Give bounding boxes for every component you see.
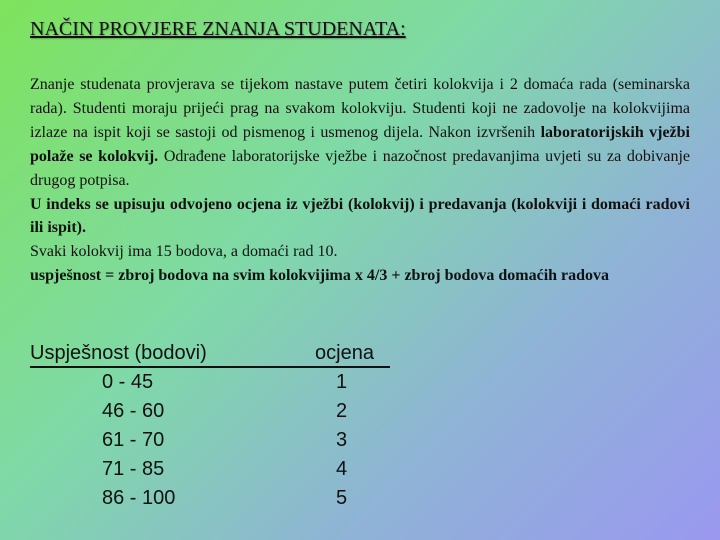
table-row bbox=[30, 397, 390, 426]
points-range: 46 - 60 bbox=[102, 400, 165, 422]
grade-table-header bbox=[30, 340, 390, 368]
points-range: 86 - 100 bbox=[102, 487, 176, 509]
text-segment: Odrađene laboratorijske vježbe i nazočnost predavanjima uvjeti su za dobivanje drugog potpisa. bbox=[30, 147, 691, 189]
grade-value: 5 bbox=[336, 487, 348, 509]
header-points: Uspješnost (bodovi) bbox=[30, 342, 207, 364]
paragraph-assessment bbox=[30, 73, 690, 193]
table-row bbox=[30, 484, 390, 513]
text-segment: Znanje studenata provjerava se tijekom nastave putem četiri kolokvija i 2 domaća rada (seminarska rada). Studenti moraju prijeći prag na svakom kolokviju. Studenti koji ne zadovolje na kolokvijima izlaze na ispit koji se sastoji od pismenog i usmenog dijela. Nakon izvršenih bbox=[30, 76, 690, 141]
points-range: 71 - 85 bbox=[102, 458, 165, 480]
grade-table bbox=[30, 340, 390, 513]
points-range: 0 - 45 bbox=[102, 371, 154, 393]
table-row bbox=[30, 455, 390, 484]
points-range: 61 - 70 bbox=[102, 429, 165, 451]
paragraph-index: U indeks se upisuju odvojeno ocjena iz vježbi (kolokvij) i predavanja (kolokviji i domaći radovi ili ispit). bbox=[30, 195, 690, 237]
paragraph-formula: uspješnost = zbroj bodova na svim kolokvijima x 4/3 + zbroj bodova domaćih radova bbox=[30, 267, 610, 285]
paragraph-points: Svaki kolokvij ima 15 bodova, a domaći rad 10. bbox=[30, 243, 338, 261]
header-grade: ocjena bbox=[315, 342, 374, 364]
grade-value: 3 bbox=[336, 429, 348, 451]
table-row bbox=[30, 368, 390, 397]
body-text bbox=[30, 73, 690, 288]
grade-value: 2 bbox=[336, 400, 348, 422]
grade-value: 1 bbox=[336, 371, 348, 393]
page-title: NAČIN PROVJERE ZNANJA STUDENATA: bbox=[30, 18, 406, 40]
bold-text-segment: laboratorijskih vježbi polaže se kolokvij. bbox=[30, 123, 690, 165]
grade-value: 4 bbox=[336, 458, 348, 480]
table-row bbox=[30, 426, 390, 455]
